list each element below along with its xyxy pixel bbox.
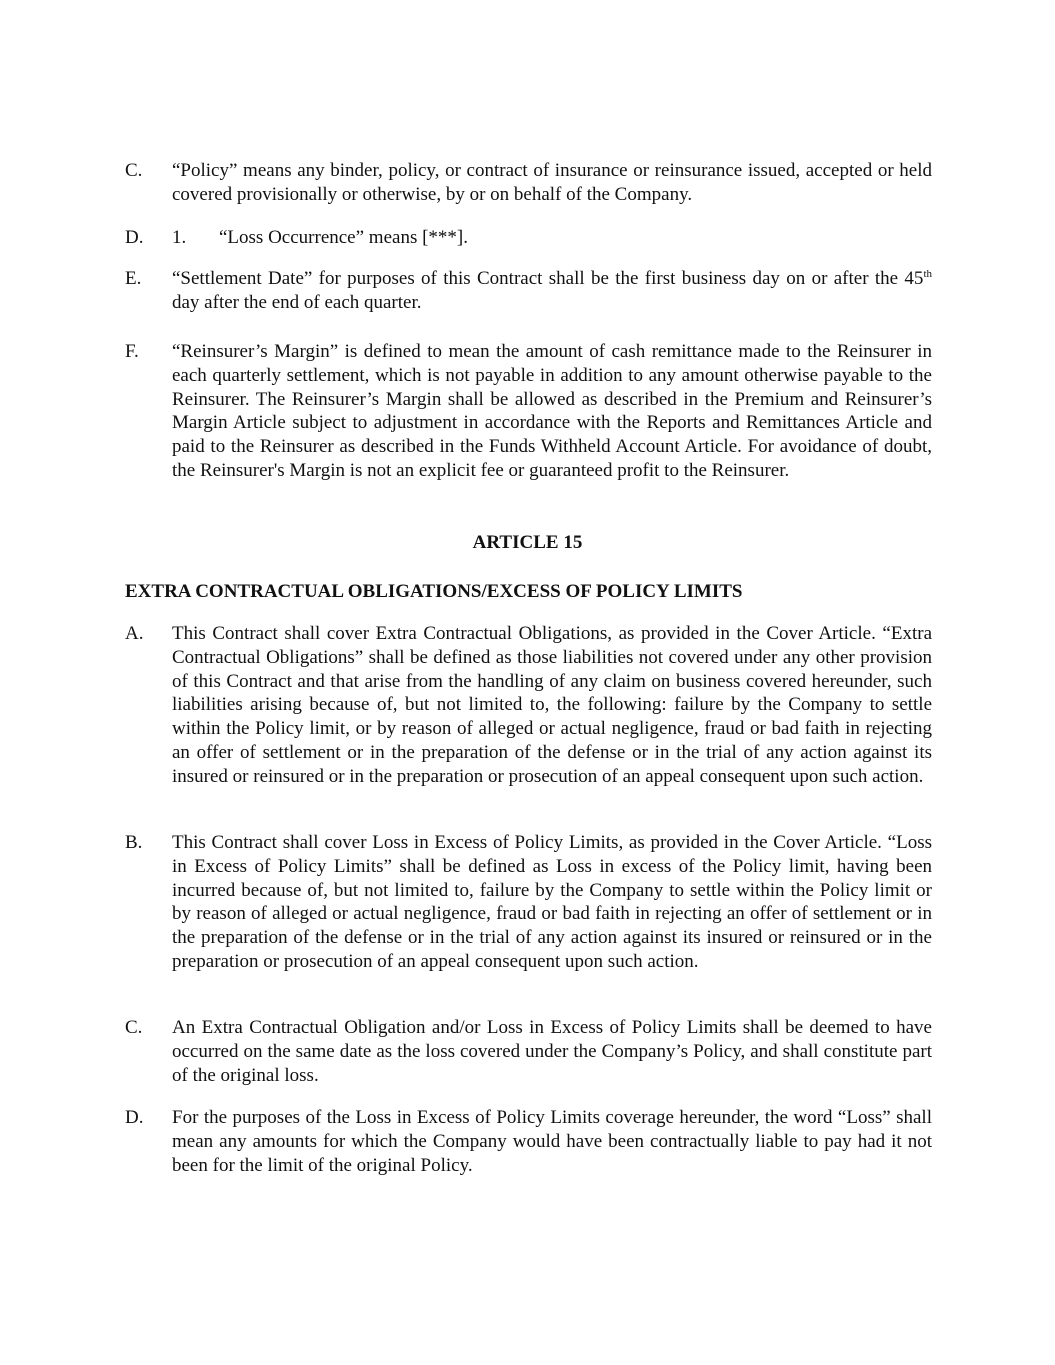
article-clause-c: [125, 1016, 932, 1087]
clause-text: [172, 226, 932, 250]
definition-f: [125, 340, 932, 483]
article-clause-d: [125, 1106, 932, 1177]
sub-clause-number: 1.: [172, 227, 187, 248]
clause-text: This Contract shall cover Extra Contractual Obligations, as provided in the Cover Article. “Extra Contractual Obligations” shall be defined as those liabilities not covered under any other provision of this Contract and that arise from the handling of any claim on business covered hereunder, such liabilities arising because of, but not limited to, the following: failure by the Company to settle within the Policy limit, or by reason of alleged or actual negligence, fraud or bad faith in rejecting an offer of settlement or in the preparation of the defense or in the trial of any action against its insured or reinsured or in the preparation or prosecution of an appeal consequent upon such action.: [172, 623, 932, 787]
clause-letter: C.: [125, 160, 143, 181]
definition-d: [125, 226, 932, 250]
sub-clause-text: “Loss Occurrence” means [***].: [219, 227, 468, 248]
article-title: EXTRA CONTRACTUAL OBLIGATIONS/EXCESS OF POLICY LIMITS: [125, 581, 743, 602]
clause-text: [172, 267, 932, 315]
article-clause-b: [125, 831, 932, 974]
clause-letter: A.: [125, 623, 144, 644]
ordinal-superscript: th: [923, 268, 932, 280]
clause-letter: F.: [125, 341, 139, 362]
definition-e: [125, 267, 932, 315]
article-clause-a: [125, 622, 932, 789]
clause-letter: B.: [125, 832, 143, 853]
clause-text: “Reinsurer’s Margin” is defined to mean the amount of cash remittance made to the Reinsurer in each quarterly settlement, which is not payable in addition to any amount otherwise payable to the Reinsurer. The Reinsurer’s Margin shall be allowed as described in the Premium and Reinsurer’s Margin Article subject to adjustment in accordance with the Reports and Remittances Article and paid to the Reinsurer as described in the Funds Withheld Account Article. For avoidance of doubt, the Reinsurer's Margin is not an explicit fee or guaranteed profit to the Reinsurer.: [172, 341, 932, 481]
clause-text: An Extra Contractual Obligation and/or Loss in Excess of Policy Limits shall be deemed to have occurred on the same date as the loss covered under the Company’s Policy, and shall constitute part of the original loss.: [172, 1017, 932, 1086]
clause-letter: C.: [125, 1017, 143, 1038]
clause-text-after: day after the end of each quarter.: [172, 291, 422, 313]
clause-text: This Contract shall cover Loss in Excess of Policy Limits, as provided in the Cover Article. “Loss in Excess of Policy Limits” shall be defined as Loss in excess of the Policy limit, having been incurred because of, but not limited to, failure by the Company to settle within the Policy limit or by reason of alleged or actual negligence, fraud or bad faith in rejecting an offer of settlement or in the preparation of the defense or in the trial of any action against its insured or reinsured or in the preparation or prosecution of an appeal consequent upon such action.: [172, 832, 932, 972]
article-number: ARTICLE 15: [472, 532, 583, 553]
clause-text: For the purposes of the Loss in Excess of Policy Limits coverage hereunder, the word “Loss” shall mean any amounts for which the Company would have been contractually liable to pay had it not been for the limit of the original Policy.: [172, 1107, 932, 1176]
clause-letter: E.: [125, 268, 142, 289]
clause-text: “Policy” means any binder, policy, or contract of insurance or reinsurance issued, accepted or held covered provisionally or otherwise, by or on behalf of the Company.: [172, 160, 932, 205]
clause-letter: D.: [125, 1107, 144, 1128]
clause-text-before: “Settlement Date” for purposes of this Contract shall be the first business day on or after the 45: [172, 268, 924, 289]
definition-c: [125, 159, 932, 207]
clause-letter: D.: [125, 227, 144, 248]
